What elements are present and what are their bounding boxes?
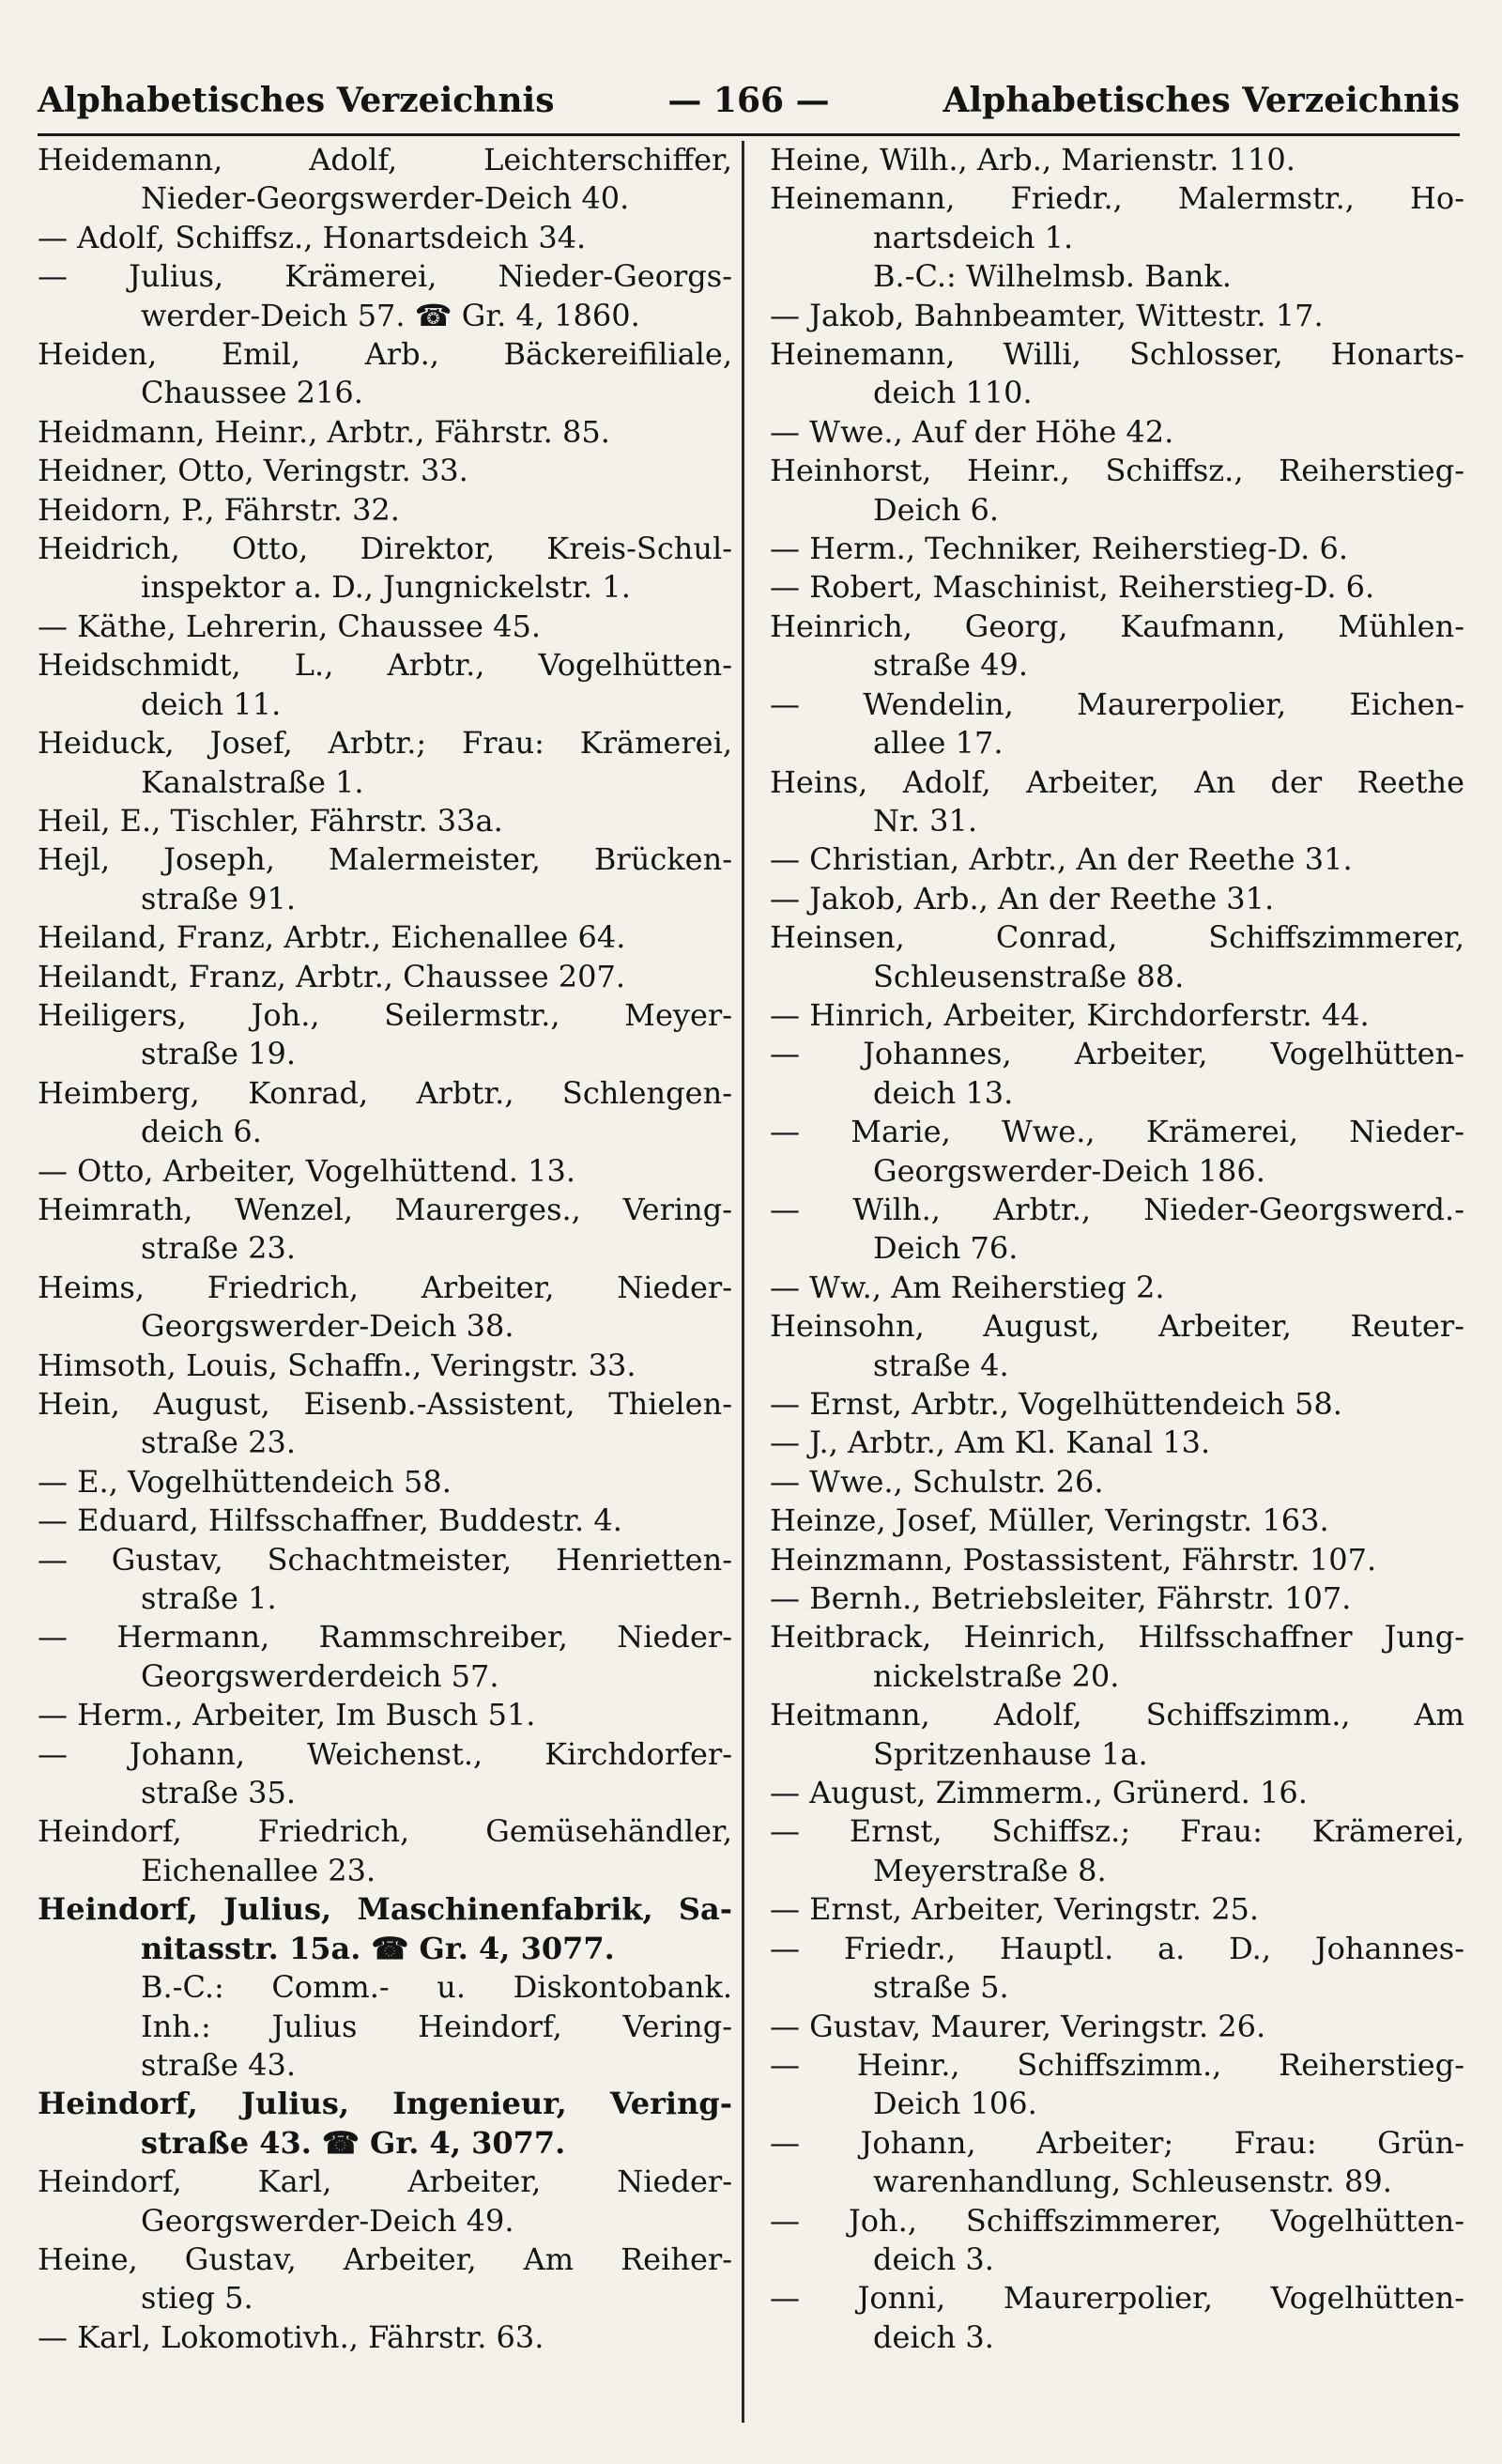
directory-entry: [770, 413, 1464, 452]
entry-line: — Johannes, Arbeiter, Vogelhütten-: [770, 1036, 1464, 1072]
entry-line: Heiden, Emil, Arb., Bäckereifiliale,: [38, 336, 732, 373]
entry-line: Georgswerder-Deich 38.: [141, 1308, 514, 1345]
directory-entry: [770, 1424, 1464, 1462]
entry-line: — Gustav, Schachtmeister, Henrietten-: [38, 1541, 732, 1578]
directory-entry: [770, 1579, 1464, 1618]
entry-line: deich 3.: [873, 2241, 994, 2277]
entry-line: Heidmann, Heinr., Arbtr., Fährstr. 85.: [38, 413, 610, 450]
entry-line: — Christian, Arbtr., An der Reethe 31.: [770, 841, 1353, 878]
entry-line: Inh.: Julius Heindorf, Vering-: [141, 2008, 732, 2044]
entry-line: — Wwe., Auf der Höhe 42.: [770, 413, 1174, 450]
entry-line: straße 91.: [141, 880, 297, 916]
directory-entry: [38, 1152, 732, 1191]
directory-entry: [770, 1930, 1464, 2008]
entry-line: — Hermann, Rammschreiber, Nieder-: [38, 1619, 732, 1656]
entry-line: — Ernst, Schiffsz.; Frau: Krämerei,: [770, 1813, 1464, 1850]
directory-entry: [38, 958, 732, 996]
directory-entry: [38, 918, 732, 957]
directory-entry: [38, 141, 732, 219]
entry-line: straße 43.: [141, 2046, 297, 2083]
directory-entry: [38, 1696, 732, 1734]
directory-entry: [38, 1347, 732, 1385]
directory-entry: [38, 1502, 732, 1540]
entry-line: Heidner, Otto, Veringstr. 33.: [38, 453, 468, 489]
directory-entry: [38, 1463, 732, 1502]
directory-entry: [770, 1113, 1464, 1191]
entry-line: Heitbrack, Heinrich, Hilfsschaffner Jung-: [770, 1619, 1464, 1656]
directory-entry: [770, 2202, 1464, 2280]
entry-line: Heindorf, Friedrich, Gemüsehändler,: [38, 1813, 732, 1850]
directory-entry: [38, 1890, 732, 1968]
entry-line: warenhandlung, Schleusenstr. 89.: [873, 2164, 1392, 2200]
entry-line: Heiland, Franz, Arbtr., Eichenallee 64.: [38, 919, 626, 956]
directory-entry: [38, 2085, 732, 2163]
entry-line: — Wilh., Arbtr., Nieder-Georgswerd.-: [770, 1191, 1464, 1227]
directory-entry: [38, 2318, 732, 2357]
entry-line: nickelstraße 20.: [873, 1657, 1120, 1694]
entry-line: straße 35.: [141, 1775, 297, 1811]
entry-line: — Gustav, Maurer, Veringstr. 26.: [770, 2008, 1266, 2044]
directory-entry: [38, 257, 732, 335]
entry-line: Heims, Friedrich, Arbeiter, Nieder-: [38, 1269, 732, 1305]
page-number: — 166 —: [667, 81, 830, 120]
directory-entry: [770, 2124, 1464, 2202]
entry-line: — Wwe., Schulstr. 26.: [770, 1463, 1104, 1500]
directory-entry: [770, 2008, 1464, 2046]
entry-line: Eichenallee 23.: [141, 1852, 376, 1888]
entry-line: — Otto, Arbeiter, Vogelhüttend. 13.: [38, 1152, 576, 1189]
entry-line: Heidschmidt, L., Arbtr., Vogelhütten-: [38, 647, 732, 684]
entry-line: nartsdeich 1.: [873, 219, 1074, 255]
entry-line: — Jakob, Arb., An der Reethe 31.: [770, 880, 1275, 916]
entry-line: Heinemann, Willi, Schlosser, Honarts-: [770, 336, 1464, 373]
entry-line: werder-Deich 57. ☎ Gr. 4, 1860.: [141, 297, 640, 333]
entry-line: straße 19.: [141, 1036, 297, 1072]
entry-line: Heimberg, Konrad, Arbtr., Schlengen-: [38, 1074, 732, 1111]
directory-entry: [770, 452, 1464, 530]
directory-entry: [38, 1968, 732, 2085]
directory-entry: [38, 1812, 732, 1890]
directory-entry: [770, 918, 1464, 996]
entry-line: B.-C.: Comm.- u. Diskontobank.: [141, 1969, 732, 2006]
entry-line: allee 17.: [873, 725, 1004, 762]
directory-entry: [38, 413, 732, 452]
entry-line: Heine, Wilh., Arb., Marienstr. 110.: [770, 142, 1295, 177]
entry-line: Hein, August, Eisenb.-Assistent, Thielen-: [38, 1386, 732, 1422]
entry-line: deich 11.: [141, 685, 282, 722]
entry-line: — Johann, Weichenst., Kirchdorfer-: [38, 1735, 732, 1772]
entry-line: deich 110.: [873, 375, 1033, 411]
entry-line: Schleusenstraße 88.: [873, 958, 1185, 994]
entry-line: deich 6.: [141, 1114, 262, 1150]
entry-line: — Marie, Wwe., Krämerei, Nieder-: [770, 1114, 1464, 1150]
entry-line: Kanalstraße 1.: [141, 763, 364, 800]
directory-entry: [38, 608, 732, 646]
entry-line: — Eduard, Hilfsschaffner, Buddestr. 4.: [38, 1502, 622, 1539]
running-head-left: Alphabetisches Verzeichnis: [38, 81, 555, 120]
directory-entry: [770, 1191, 1464, 1269]
entry-line: Heimrath, Wenzel, Maurerges., Vering-: [38, 1191, 732, 1227]
entry-line: straße 4.: [873, 1347, 1009, 1383]
directory-entry: [770, 568, 1464, 607]
entry-line: Heitmann, Adolf, Schiffszimm., Am: [770, 1697, 1464, 1733]
directory-entry: [770, 608, 1464, 685]
directory-entry: [770, 1463, 1464, 1502]
entry-line: deich 13.: [873, 1074, 1014, 1111]
directory-entry: [770, 1269, 1464, 1307]
entry-line: — Heinr., Schiffszimm., Reiherstieg-: [770, 2046, 1464, 2083]
entry-line: — Hinrich, Arbeiter, Kirchdorferstr. 44.: [770, 996, 1370, 1033]
entry-line: — Ernst, Arbeiter, Veringstr. 25.: [770, 1891, 1260, 1928]
entry-line: nitasstr. 15a. ☎ Gr. 4, 3077.: [141, 1930, 615, 1966]
entry-line: Deich 6.: [873, 491, 1000, 528]
directory-entry: [770, 1696, 1464, 1774]
directory-entry: [38, 724, 732, 802]
entry-line: Heidorn, P., Fährstr. 32.: [38, 491, 400, 528]
entry-line: — Robert, Maschinist, Reiherstieg-D. 6.: [770, 569, 1375, 606]
entry-line: — J., Arbtr., Am Kl. Kanal 13.: [770, 1424, 1211, 1461]
entry-line: Spritzenhause 1a.: [873, 1735, 1148, 1772]
entry-line: Meyerstraße 8.: [873, 1852, 1107, 1888]
right-column: [770, 141, 1464, 2357]
entry-line: Heindorf, Julius, Maschinenfabrik, Sa-: [38, 1891, 732, 1928]
entry-line: Heinhorst, Heinr., Schiffsz., Reiherstieg-: [770, 453, 1464, 489]
column-divider: [742, 141, 744, 2423]
entry-line: — Wendelin, Maurerpolier, Eichen-: [770, 685, 1464, 722]
directory-entry: [770, 2046, 1464, 2124]
left-column: [38, 141, 732, 2357]
entry-line: — Adolf, Schiffsz., Honartsdeich 34.: [38, 219, 587, 255]
directory-entry: [38, 996, 732, 1074]
entry-line: Nieder-Georgswerder-Deich 40.: [141, 180, 630, 217]
directory-entry: [770, 335, 1464, 413]
entry-line: straße 1.: [141, 1580, 277, 1617]
page-header: [38, 75, 1460, 136]
directory-entry: [38, 1269, 732, 1347]
entry-line: inspektor a. D., Jungnickelstr. 1.: [141, 569, 631, 606]
entry-line: — Herm., Arbeiter, Im Busch 51.: [38, 1697, 536, 1733]
directory-entry: [770, 840, 1464, 879]
entry-line: — Jonni, Maurerpolier, Vogelhütten-: [770, 2280, 1464, 2317]
directory-entry: [770, 880, 1464, 918]
directory-entry: [38, 1385, 732, 1463]
entry-line: Heinze, Josef, Müller, Veringstr. 163.: [770, 1502, 1329, 1539]
directory-entry: [38, 802, 732, 840]
entry-line: — Ww., Am Reiherstieg 2.: [770, 1269, 1165, 1305]
directory-entry: [38, 452, 732, 490]
entry-line: — Johann, Arbeiter; Frau: Grün-: [770, 2124, 1464, 2161]
directory-entry: [38, 2241, 732, 2318]
entry-line: straße 23.: [141, 1230, 297, 1267]
entry-line: straße 43. ☎ Gr. 4, 3077.: [141, 2124, 566, 2161]
directory-entry: [770, 141, 1464, 179]
running-head-right: Alphabetisches Verzeichnis: [943, 81, 1460, 120]
entry-line: deich 3.: [873, 2318, 994, 2355]
entry-line: Heinsohn, August, Arbeiter, Reuter-: [770, 1308, 1464, 1345]
entry-line: — Karl, Lokomotivh., Fährstr. 63.: [38, 2318, 544, 2355]
directory-entry: [770, 1812, 1464, 1890]
directory-entry: [38, 1074, 732, 1152]
directory-entry: [38, 1735, 732, 1813]
directory-entry: [770, 996, 1464, 1035]
directory-entry: [38, 646, 732, 724]
entry-line: Heil, E., Tischler, Fährstr. 33a.: [38, 802, 503, 839]
entry-line: Heindorf, Julius, Ingenieur, Vering-: [38, 2086, 732, 2122]
entry-line: — Ernst, Arbtr., Vogelhüttendeich 58.: [770, 1386, 1342, 1422]
directory-entry: [770, 1541, 1464, 1579]
entry-line: Heins, Adolf, Arbeiter, An der Reethe: [770, 763, 1464, 800]
entry-line: — August, Zimmerm., Grünerd. 16.: [770, 1775, 1308, 1811]
directory-entry: [38, 2163, 732, 2241]
directory-entry: [770, 297, 1464, 335]
entry-line: Heinsen, Conrad, Schiffszimmerer,: [770, 919, 1464, 956]
entry-line: Georgswerder-Deich 186.: [873, 1152, 1265, 1189]
entry-line: — Käthe, Lehrerin, Chaussee 45.: [38, 608, 541, 644]
entry-line: Chaussee 216.: [141, 375, 363, 411]
entry-line: — Herm., Techniker, Reiherstieg-D. 6.: [770, 531, 1349, 567]
entry-line: — Bernh., Betriebsleiter, Fährstr. 107.: [770, 1580, 1352, 1617]
directory-entry: [38, 840, 732, 918]
directory-entry: [770, 2279, 1464, 2357]
directory-entry: [38, 219, 732, 257]
directory-entry: [770, 1307, 1464, 1385]
entry-line: Deich 76.: [873, 1230, 1019, 1267]
entry-line: Hejl, Joseph, Malermeister, Brücken-: [38, 841, 732, 878]
entry-line: Georgswerder-Deich 49.: [141, 2202, 514, 2239]
directory-entry: [770, 1774, 1464, 1812]
entry-line: — Joh., Schiffszimmerer, Vogelhütten-: [770, 2202, 1464, 2239]
entry-line: Heine, Gustav, Arbeiter, Am Reiher-: [38, 2241, 732, 2277]
directory-entry: [770, 1502, 1464, 1540]
entry-line: — Julius, Krämerei, Nieder-Georgs-: [38, 258, 732, 295]
directory-entry: [770, 530, 1464, 568]
entry-line: straße 23.: [141, 1424, 297, 1461]
directory-entry: [38, 530, 732, 608]
directory-entry: [770, 1890, 1464, 1929]
directory-entry: [38, 491, 732, 530]
entry-line: Heidemann, Adolf, Leichterschiffer,: [38, 142, 732, 177]
directory-entry: [770, 179, 1464, 257]
entry-line: Georgswerderdeich 57.: [141, 1657, 499, 1694]
entry-line: Himsoth, Louis, Schaffn., Veringstr. 33.: [38, 1347, 636, 1383]
entry-line: stieg 5.: [141, 2280, 253, 2317]
directory-entry: [38, 335, 732, 413]
entry-line: straße 5.: [873, 1969, 1009, 2006]
entry-line: straße 49.: [873, 647, 1029, 684]
directory-entry: [770, 763, 1464, 841]
entry-line: Heiligers, Joh., Seilermstr., Meyer-: [38, 996, 732, 1033]
entry-line: Heindorf, Karl, Arbeiter, Nieder-: [38, 2164, 732, 2200]
directory-entry: [38, 1541, 732, 1619]
entry-line: Heilandt, Franz, Arbtr., Chaussee 207.: [38, 958, 626, 994]
entry-line: Heiduck, Josef, Arbtr.; Frau: Krämerei,: [38, 725, 732, 762]
entry-line: — Friedr., Hauptl. a. D., Johannes-: [770, 1930, 1464, 1966]
entry-line: Deich 106.: [873, 2086, 1037, 2122]
directory-entry: [770, 685, 1464, 763]
entry-line: Heinemann, Friedr., Malermstr., Ho-: [770, 180, 1464, 217]
entry-line: — Jakob, Bahnbeamter, Wittestr. 17.: [770, 297, 1324, 333]
entry-line: Heinrich, Georg, Kaufmann, Mühlen-: [770, 608, 1464, 644]
directory-entry: [770, 1618, 1464, 1696]
entry-line: Heidrich, Otto, Direktor, Kreis-Schul-: [38, 531, 732, 567]
directory-entry: [770, 1385, 1464, 1424]
entry-line: B.-C.: Wilhelmsb. Bank.: [873, 258, 1232, 295]
directory-entry: [770, 1035, 1464, 1113]
entry-line: — E., Vogelhüttendeich 58.: [38, 1463, 452, 1500]
directory-entry: [770, 257, 1464, 296]
entry-line: Nr. 31.: [873, 802, 978, 839]
directory-entry: [38, 1191, 732, 1269]
entry-line: Heinzmann, Postassistent, Fährstr. 107.: [770, 1541, 1377, 1578]
directory-entry: [38, 1618, 732, 1696]
